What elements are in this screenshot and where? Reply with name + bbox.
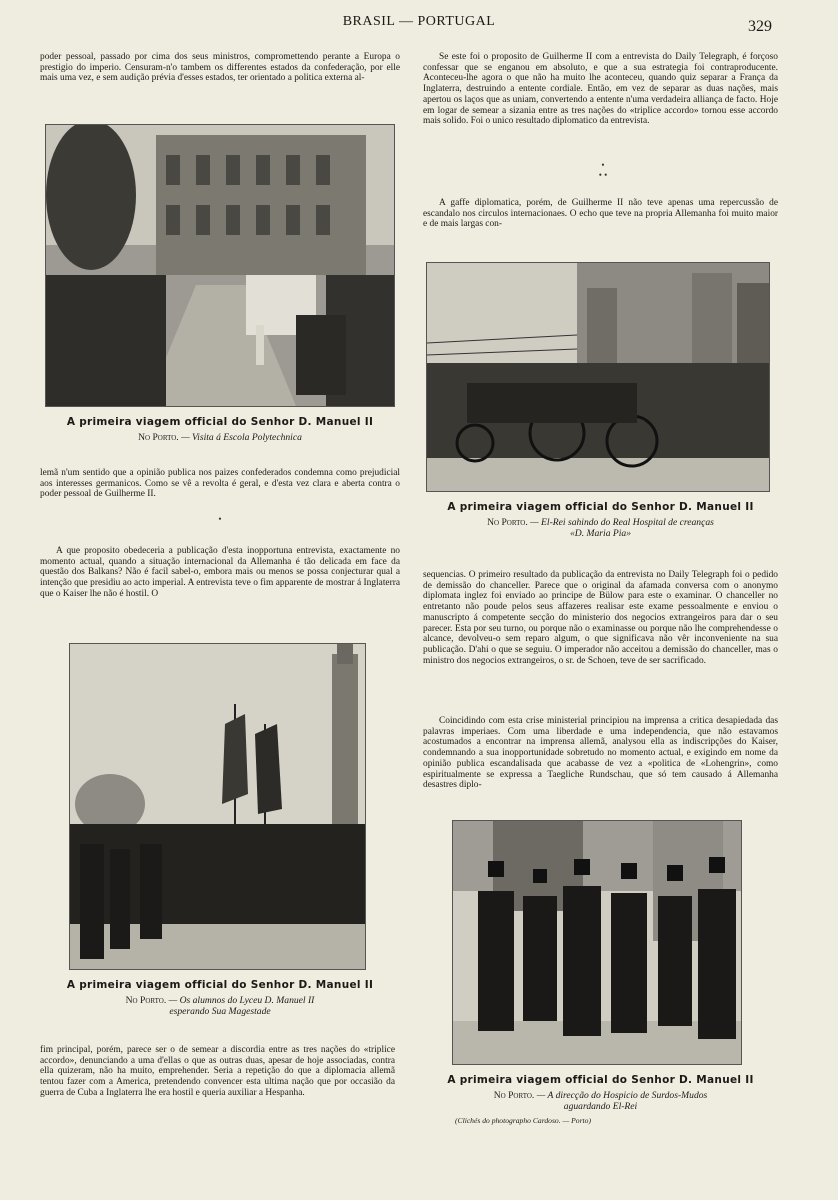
photo-lyceu-alumnos — [69, 643, 366, 970]
photo1-caption — [40, 432, 400, 443]
photo2-desc: — El-Rei sahindo do Real Hospital de creanças — [530, 517, 714, 528]
running-header: BRASIL — PORTUGAL — [342, 14, 496, 29]
photo-credit: (Clichés do photographo Cardoso. — Porto) — [455, 1116, 591, 1125]
photo4-desc: — A direcção do Hospicio de Surdos-Mudos — [536, 1090, 708, 1101]
photo1-title: A primeira viagem official do Senhor D. Manuel II — [66, 416, 374, 428]
left-para-question: A que proposito obedeceria a publicação d'esta inopportuna entrevista, exactamente no momento actual, quando a situação internacional da Allemanha é tão delicada em face da questão dos Balkans? Não é facil sabel-o, embora mais ou menos se possa conjecturar qual a intenção que presidiu ao acto imperial. A entrevista teve o fim apparente de mostrar á Inglaterra que o Kaiser lhe não é hostil. O — [40, 546, 400, 599]
photo1-place: No Porto. — [138, 432, 179, 443]
left-para-mid: lemã n'um sentido que a opinião publica nos paizes confederados condemna como prejudicial aos interesses germanicos. Como se vê a revolta é geral, e d'esta vez clara e aberta contra o poder pessoal de Guilherme II. — [40, 468, 400, 500]
photo3-desc: — Os alumnos do Lyceu D. Manuel II — [168, 995, 315, 1006]
photo4-desc2: aguardando El-Rei — [563, 1101, 638, 1112]
right-para-gaffe: A gaffe diplomatica, porém, de Guilherme II não teve apenas uma repercussão de escandalo nos circulos internacionaes. O echo que teve na propria Allemanha foi muito maior e de mais largas con- — [423, 198, 778, 230]
photo-escola-polytechnica — [45, 124, 395, 407]
left-para-top: poder pessoal, passado por cima dos seus ministros, compromettendo perante a Europa o prestigio do imperio. Censuram-n'o tambem os differentes estados da confederação, por elle mais uma vez, e sem audição prévia d'esses estados, ter orientado a politica externa al- — [40, 52, 400, 84]
ornament-right: • • • — [598, 160, 608, 180]
photo-hospital-creancas — [426, 262, 770, 492]
photo3-desc2: esperando Sua Magestade — [169, 1006, 271, 1017]
right-para-seq: sequencias. O primeiro resultado da publicação da entrevista no Daily Telegraph foi o pedido de demissão do chanceller. Parece que o original da afamada conversa com o anonymo diplomata inglez foi enviado ao principe de Bülow para este o examinar. O chanceller no entretanto não poude pelos seus affazeres realisar este exame pessoalmente e enviou o manuscripto á competente secção do ministerio dos negocios extrangeiros para dar o seu parecer. Esta por seu turno, ou porque não o examinasse ou porque não lhe comprehendesse o alcance, devolveu-o sem reparo algum, o que significava não vêr inconveniente na sua publicação. D'ahi o que se seguiu. O imperador não acceitou a demissão do chanceller, mas o ministro dos negocios extrangeiros, o sr. de Schoen, teve de ser sacrificado. — [423, 570, 778, 666]
right-para-crise: Coincidindo com esta crise ministerial principiou na imprensa a critica desapiedada das palavras imperiaes. Com uma liberdade e uma independencia, que não estavamos acostumados a encontrar na imprensa allemã, analysou ella as indiscripções do Kaiser, condemnando a sua inopportunidade sobretudo no momento actual, e exigindo em nome da opinião publica escandalisada que acabasse de vez a «politica de «Lohengrin», como espiritualmente se expressa a Taegliche Rundschau, que só tem causado á Allemanha desastres diplo- — [423, 716, 778, 791]
ornament-left: • — [218, 514, 222, 524]
left-para-bottom: fim principal, porém, parece ser o de semear a discordia entre as tres nações do «triplice accordo», denunciando a uma d'ellas o que as outras duas, apesar de hoje associadas, contra ella quizeram, não ha muito, emprehender. Seria a repetição do que a diplomacia allemã tentou fazer com a America, pretendendo convencer esta ultima nação que por occasião da guerra de Cuba a Inglaterra lhe era hostil e queria auxiliar a Hespanha. — [40, 1045, 395, 1098]
photo4-caption — [423, 1090, 778, 1112]
photo1-desc: — Visita á Escola Polytechnica — [181, 432, 302, 443]
photo4-place: No Porto. — [493, 1090, 535, 1101]
right-para-top: Se este foi o proposito de Guilherme II com a entrevista do Daily Telegraph, é forçoso confessar que se enganou em absoluto, e que a sua estrategia foi contraproducente. Aconteceu-lhe agora o que não ha muito lhe aconteceu, quando quiz separar a França da Inglaterra, destruindo a entente cordiale. Então, em vez de separar as duas nações, mais apertou os laços que as uniam, convertendo a entente n'uma verdadeira alliança de facto. Hoje em logar de semear a sizania entre as tres nações do «triplice accordo» tornou esse accordo mais solido. Foi o unico resultado diplomatico da entrevista. — [423, 52, 778, 127]
photo2-title: A primeira viagem official do Senhor D. Manuel II — [447, 501, 754, 513]
photo4-title: A primeira viagem official do Senhor D. Manuel II — [447, 1074, 754, 1086]
photo3-caption — [40, 995, 400, 1017]
photo3-title: A primeira viagem official do Senhor D. Manuel II — [66, 979, 374, 991]
photo-surdos-mudos — [452, 820, 742, 1065]
page-number: 329 — [748, 18, 772, 35]
photo2-caption — [423, 517, 778, 539]
photo2-desc2: «D. Maria Pia» — [569, 528, 632, 539]
photo2-place: No Porto. — [487, 517, 528, 528]
photo3-place: No Porto. — [125, 995, 167, 1006]
